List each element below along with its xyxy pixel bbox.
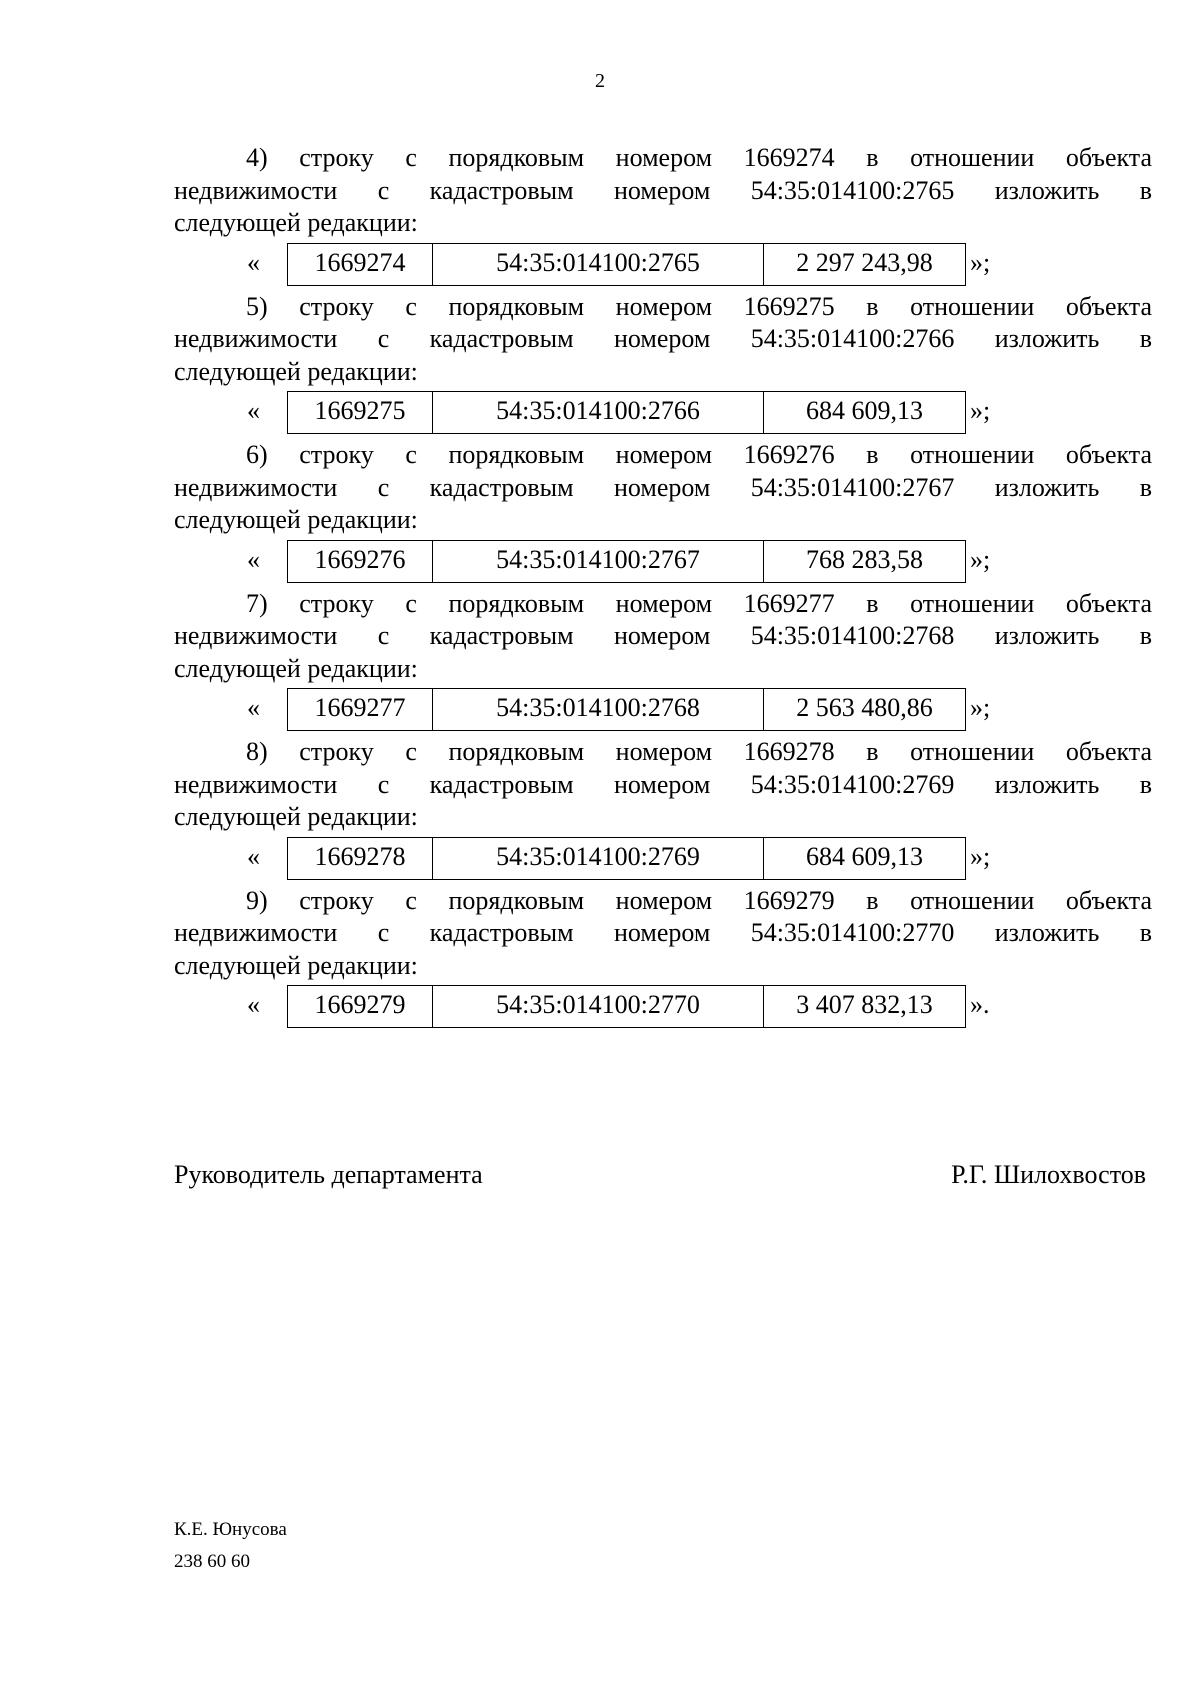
- open-quote: «: [247, 396, 260, 425]
- item-line: недвижимости с кадастровым номером 54:35:014100:2768 изложить в: [174, 621, 1152, 650]
- cadastral-number-cell: 54:35:014100:2765: [432, 244, 763, 285]
- item-line: недвижимости с кадастровым номером 54:35:014100:2767 изложить в: [174, 472, 1152, 502]
- table-cells: [287, 391, 966, 434]
- table-row: [174, 688, 1152, 731]
- table-cells: [287, 837, 966, 880]
- table-row: [174, 837, 1152, 880]
- list-item: [174, 885, 1152, 1029]
- row-number-cell: 1669278: [314, 841, 406, 871]
- signatory-name: Р.Г. Шилохвостов: [951, 1160, 1146, 1189]
- close-quote: »;: [970, 544, 991, 574]
- list-item: [174, 291, 1152, 435]
- item-line: недвижимости с кадастровым номером 54:35:014100:2770 изложить в: [174, 918, 1152, 947]
- close-quote: »;: [970, 247, 991, 277]
- list-item: [174, 439, 1152, 583]
- value-cell: 3 407 832,13: [763, 986, 965, 1027]
- item-line: 6) строку с порядковым номером 1669276 в отношении объекта: [246, 440, 1152, 469]
- table-row: [174, 391, 1152, 434]
- executor-phone: 238 60 60: [174, 1551, 250, 1572]
- item-line: следующей редакции:: [174, 505, 418, 534]
- close-quote: ».: [970, 990, 990, 1019]
- row-number-cell: 1669276: [314, 544, 406, 574]
- item-line: следующей редакции:: [174, 802, 418, 831]
- item-text: [174, 588, 1152, 686]
- open-quote: «: [247, 693, 260, 722]
- table-row: [174, 985, 1152, 1028]
- list-item: [174, 736, 1152, 880]
- value-cell: 768 283,58: [763, 541, 965, 582]
- open-quote: «: [247, 544, 260, 574]
- item-line: следующей редакции:: [174, 950, 418, 980]
- item-line: недвижимости с кадастровым номером 54:35:014100:2766 изложить в: [174, 324, 1152, 353]
- close-quote: »;: [970, 693, 991, 722]
- document-body: [174, 142, 1152, 1033]
- list-item: [174, 588, 1152, 732]
- close-quote: »;: [970, 841, 991, 871]
- table-row: [174, 243, 1152, 286]
- table-cells: [287, 985, 966, 1028]
- value-cell: 2 297 243,98: [763, 244, 965, 285]
- signature-block: [174, 1160, 1146, 1190]
- open-quote: «: [247, 990, 260, 1019]
- row-number-cell: 1669279: [314, 990, 406, 1019]
- cadastral-number-cell: 54:35:014100:2769: [432, 838, 763, 879]
- item-line: 7) строку с порядковым номером 1669277 в отношении объекта: [246, 588, 1152, 618]
- value-cell: 2 563 480,86: [763, 689, 965, 730]
- item-line: 5) строку с порядковым номером 1669275 в отношении объекта: [246, 291, 1152, 321]
- page-number: 2: [595, 70, 605, 92]
- executor-block: [174, 1514, 287, 1578]
- item-line: следующей редакции:: [174, 208, 418, 237]
- row-number-cell: 1669274: [314, 247, 406, 277]
- item-text: [174, 885, 1152, 983]
- cadastral-number-cell: 54:35:014100:2770: [432, 986, 763, 1027]
- item-line: 9) строку с порядковым номером 1669279 в отношении объекта: [246, 885, 1152, 915]
- cadastral-number-cell: 54:35:014100:2766: [432, 392, 763, 433]
- row-number-cell: 1669275: [314, 396, 406, 425]
- item-line: 4) строку с порядковым номером 1669274 в отношении объекта: [246, 143, 1152, 172]
- list-item: [174, 142, 1152, 286]
- row-number-cell: 1669277: [314, 693, 406, 722]
- executor-name: К.Е. Юнусова: [174, 1519, 287, 1540]
- item-line: недвижимости с кадастровым номером 54:35:014100:2765 изложить в: [174, 175, 1152, 205]
- table-row: [174, 540, 1152, 583]
- cadastral-number-cell: 54:35:014100:2767: [432, 541, 763, 582]
- item-text: [174, 142, 1152, 240]
- open-quote: «: [247, 247, 260, 277]
- item-line: следующей редакции:: [174, 653, 418, 683]
- cadastral-number-cell: 54:35:014100:2768: [432, 689, 763, 730]
- item-text: [174, 439, 1152, 537]
- item-text: [174, 291, 1152, 389]
- item-line: недвижимости с кадастровым номером 54:35:014100:2769 изложить в: [174, 769, 1152, 799]
- value-cell: 684 609,13: [763, 838, 965, 879]
- item-line: 8) строку с порядковым номером 1669278 в отношении объекта: [246, 737, 1152, 766]
- table-cells: [287, 243, 966, 286]
- item-line: следующей редакции:: [174, 356, 418, 386]
- close-quote: »;: [970, 396, 991, 425]
- open-quote: «: [247, 841, 260, 871]
- table-cells: [287, 540, 966, 583]
- table-cells: [287, 688, 966, 731]
- signatory-position: Руководитель департамента: [174, 1160, 483, 1189]
- value-cell: 684 609,13: [763, 392, 965, 433]
- item-text: [174, 736, 1152, 834]
